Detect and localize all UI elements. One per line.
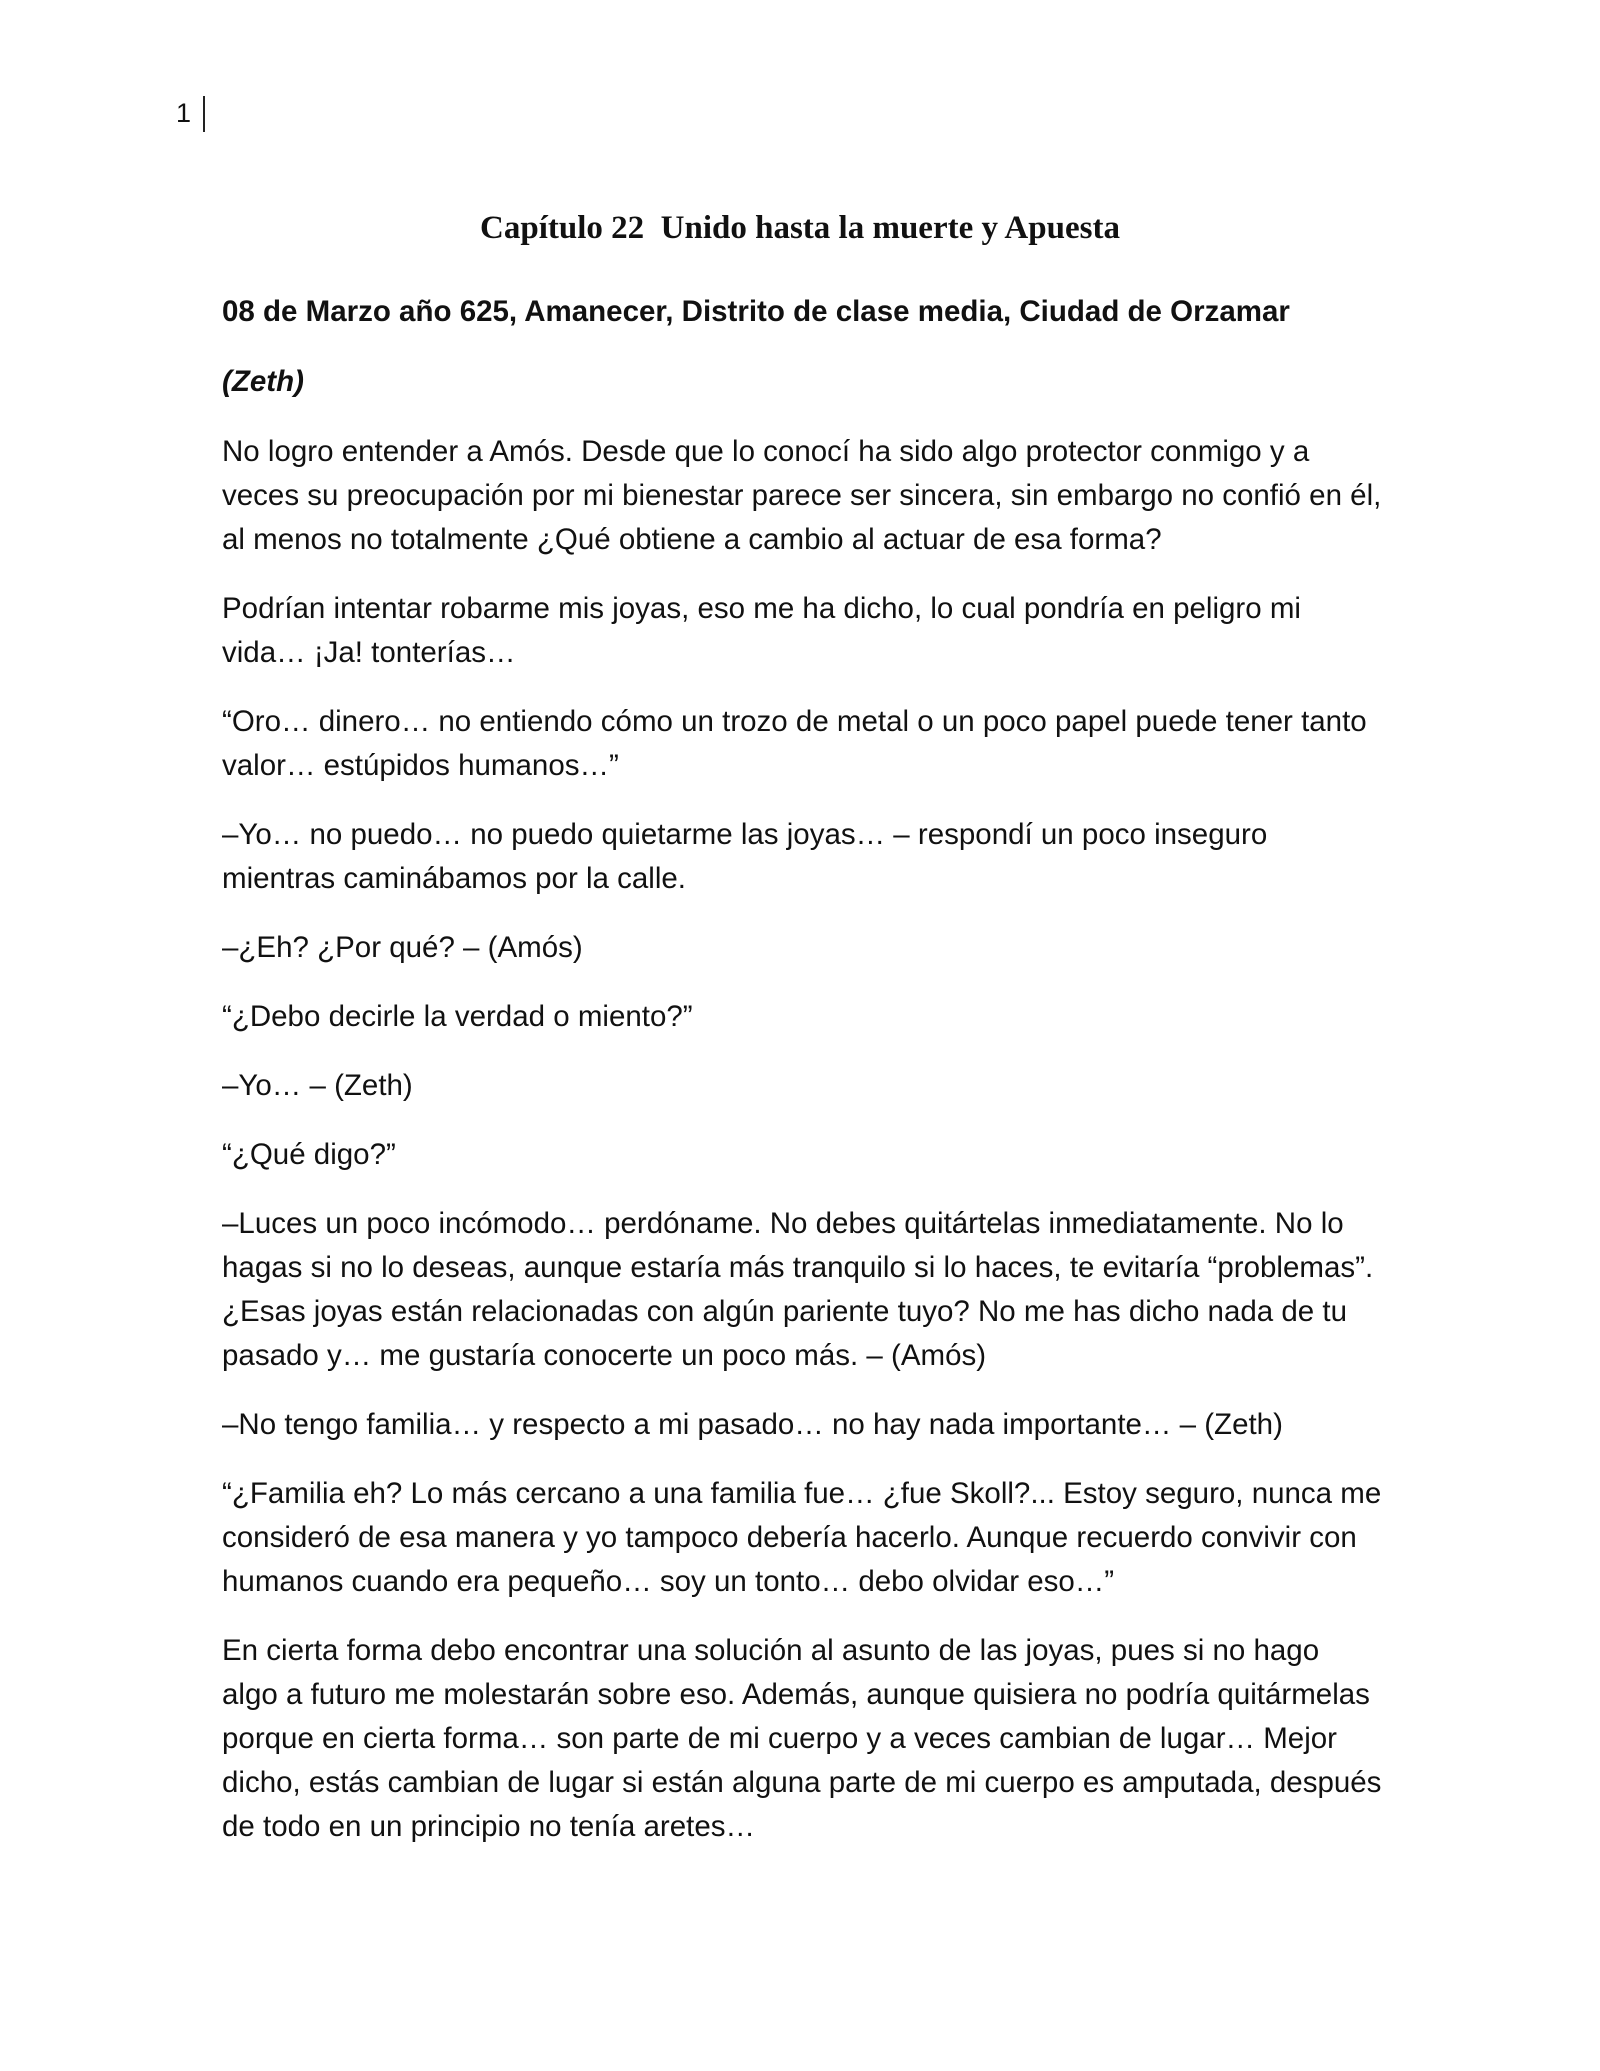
paragraph: En cierta forma debo encontrar una solución al asunto de las joyas, pues si no hago algo a futuro me molestarán sobre eso. Además, aunque quisiera no podría quitármelas porque en cierta forma… son parte de mi cuerpo y a veces cambian de lugar… Mejor dicho, estás cambian de lugar si están alguna parte de mi cuerpo es amputada, después de todo en un principio no tenía aretes… [222, 1634, 1382, 1843]
paragraph: “¿Qué digo?” [222, 1138, 396, 1171]
paragraph: –Yo… – (Zeth) [222, 1069, 413, 1102]
document-body [222, 290, 1382, 1874]
narrator-label: (Zeth) [222, 365, 304, 398]
page-number: 1 [176, 96, 205, 132]
dateline: 08 de Marzo año 625, Amanecer, Distrito de clase media, Ciudad de Orzamar [222, 295, 1290, 328]
paragraph: –¿Eh? ¿Por qué? – (Amós) [222, 931, 583, 964]
paragraph: “Oro… dinero… no entiendo cómo un trozo de metal o un poco papel puede tener tanto valor… estúpidos humanos…” [222, 705, 1367, 782]
chapter-title: Capítulo 22 Unido hasta la muerte y Apuesta [480, 210, 1120, 247]
paragraph: –No tengo familia… y respecto a mi pasado… no hay nada importante… – (Zeth) [222, 1408, 1283, 1441]
paragraph: “¿Debo decirle la verdad o miento?” [222, 1000, 693, 1033]
paragraph: “¿Familia eh? Lo más cercano a una familia fue… ¿fue Skoll?... Estoy seguro, nunca me consideró de esa manera y yo tampoco debería hacerlo. Aunque recuerdo convivir con humanos cuando era pequeño… soy un tonto… debo olvidar eso…” [222, 1477, 1382, 1598]
paragraph: –Luces un poco incómodo… perdóname. No debes quitártelas inmediatamente. No lo hagas si no lo deseas, aunque estaría más tranquilo si lo haces, te evitaría “problemas”. ¿Esas joyas están relacionadas con algún pariente tuyo? No me has dicho nada de tu pasado y… me gustaría conocerte un poco más. – (Amós) [222, 1207, 1374, 1372]
paragraph: –Yo… no puedo… no puedo quietarme las joyas… – respondí un poco inseguro mientras caminábamos por la calle. [222, 818, 1268, 895]
paragraph: Podrían intentar robarme mis joyas, eso me ha dicho, lo cual pondría en peligro mi vida… ¡Ja! tonterías… [222, 592, 1301, 669]
paragraph: No logro entender a Amós. Desde que lo conocí ha sido algo protector conmigo y a veces su preocupación por mi bienestar parece ser sincera, sin embargo no confió en él, al menos no totalmente ¿Qué obtiene a cambio al actuar de esa forma? [222, 435, 1382, 556]
